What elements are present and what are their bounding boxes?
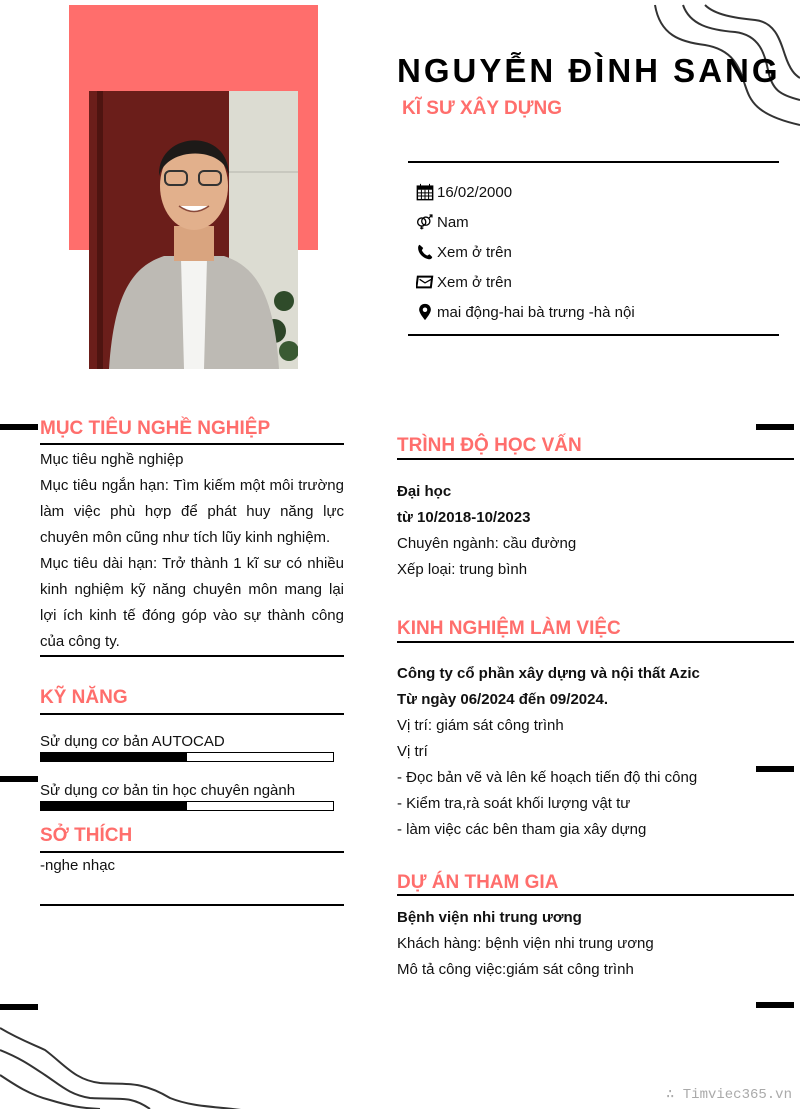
experience-detail: - Kiểm tra,rà soát khối lượng vật tư (397, 795, 631, 812)
career-objective-heading: MỤC TIÊU NGHỀ NGHIỆP (40, 418, 271, 439)
experience-detail: - Đọc bản vẽ và lên kế hoạch tiến độ thi công (397, 769, 698, 786)
skill-label: Sử dụng cơ bản AUTOCAD (40, 733, 225, 750)
education-rank: Xếp loại: trung bình (397, 561, 528, 578)
objective-line: Mục tiêu nghề nghiệp (40, 451, 184, 468)
experience-detail: - làm việc các bên tham gia xây dựng (397, 821, 647, 838)
skills-heading: KỸ NĂNG (40, 687, 128, 708)
projects-heading: DỰ ÁN THAM GIA (397, 872, 559, 893)
skill-label: Sử dụng cơ bản tin học chuyên ngành (40, 782, 296, 799)
info-phone (408, 237, 779, 267)
section-divider (40, 443, 344, 445)
hobbies-heading: SỞ THÍCH (40, 825, 133, 846)
objective-short-term: Mục tiêu ngắn hạn: Tìm kiếm một môi trường làm việc phù hợp để phát huy năng lực chuyên môn cũng như tích lũy kinh nghiệm. (40, 477, 344, 546)
decorative-bar (0, 776, 38, 782)
project-description: Mô tả công việc:giám sát công trình (397, 961, 634, 978)
personal-info-box (408, 161, 779, 336)
decorative-bar (0, 1004, 38, 1010)
section-divider (397, 641, 794, 643)
location-icon (414, 302, 436, 322)
section-divider (40, 904, 344, 906)
project-client: Khách hàng: bệnh viện nhi trung ương (397, 935, 654, 952)
experience-detail: Vị trí: giám sát công trình (397, 717, 564, 734)
project-name: Bệnh viện nhi trung ương (397, 909, 582, 926)
experience-heading: KINH NGHIỆM LÀM VIỆC (397, 618, 621, 639)
email-value: Xem ở trên (437, 273, 512, 291)
skill-level-fill (41, 753, 187, 761)
experience-company: Công ty cổ phần xây dựng và nội thất Azic (397, 665, 700, 682)
section-divider (397, 458, 794, 460)
career-objective-body (40, 447, 344, 655)
experience-period: Từ ngày 06/2024 đến 09/2024. (397, 691, 608, 708)
email-icon (414, 272, 436, 292)
education-heading: TRÌNH ĐỘ HỌC VẤN (397, 435, 582, 456)
decorative-bar (756, 1002, 794, 1008)
gender-icon (414, 212, 436, 232)
phone-icon (414, 242, 436, 262)
info-address (408, 297, 779, 327)
profile-photo (89, 91, 298, 369)
info-email (408, 267, 779, 297)
skill-level-fill (41, 802, 187, 810)
education-degree: Đại học (397, 483, 452, 500)
experience-entry (397, 661, 787, 843)
section-divider (40, 713, 344, 715)
hobby-item: -nghe nhạc (40, 857, 116, 874)
project-entry (397, 905, 787, 983)
watermark: ∴ Timviec365.vn (665, 1087, 792, 1103)
objective-long-term: Mục tiêu dài hạn: Trở thành 1 kĩ sư có nhiều kinh nghiệm kỹ năng chuyên môn mang lại lợi ích kinh tế đóng góp vào sự thành công của công ty. (40, 555, 344, 650)
phone-value: Xem ở trên (437, 243, 512, 261)
address-value: mai động-hai bà trưng -hà nội (437, 303, 635, 321)
decorative-bar (0, 424, 38, 430)
decorative-bar (756, 424, 794, 430)
experience-detail: Vị trí (397, 743, 428, 760)
job-title: KĨ SƯ XÂY DỰNG (402, 98, 562, 119)
education-entry (397, 479, 787, 583)
info-gender (408, 207, 779, 237)
decorative-waves-bottom-left (0, 1010, 300, 1109)
education-major: Chuyên ngành: cầu đường (397, 535, 577, 552)
gender-value: Nam (437, 213, 469, 231)
candidate-name: NGUYỄN ĐÌNH SANG (397, 52, 781, 89)
skill-level-bar (40, 801, 334, 811)
skill-level-bar (40, 752, 334, 762)
calendar-icon (414, 182, 436, 202)
birthdate-value: 16/02/2000 (437, 183, 513, 201)
education-period: từ 10/2018-10/2023 (397, 509, 531, 526)
section-divider (397, 894, 794, 896)
section-divider (40, 655, 344, 657)
info-birthdate (408, 177, 779, 207)
